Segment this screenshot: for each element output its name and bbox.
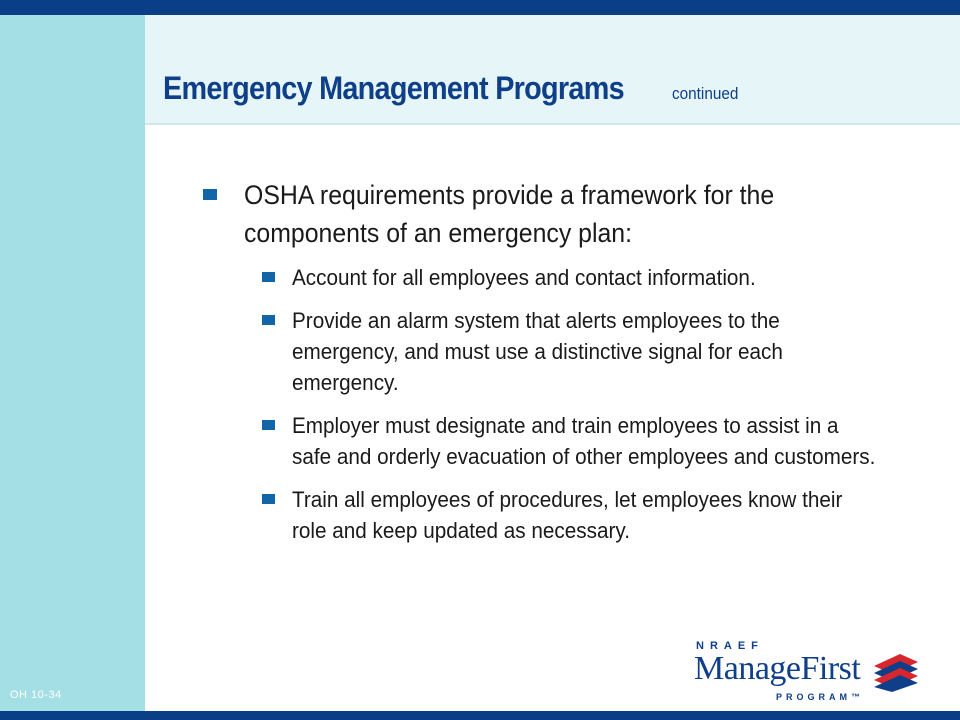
bottom-bar: [0, 711, 960, 720]
managefirst-logo: [692, 640, 922, 708]
title-main-text: Emergency Management Programs: [163, 70, 624, 106]
sub-bullet-text: Account for all employees and contact information.: [292, 265, 756, 290]
sub-bullet-item: [200, 305, 920, 398]
sub-bullet-text: Provide an alarm system that alerts employees to the emergency, and must use a distinctive signal for each emergency.: [292, 308, 783, 395]
square-bullet-icon: [262, 494, 275, 504]
bullet-list: [200, 176, 920, 558]
sub-bullet-item: [200, 484, 920, 546]
left-sidebar: [0, 15, 145, 711]
logo-bottom-text: PROGRAM™: [776, 692, 864, 702]
square-bullet-icon: [262, 315, 275, 325]
bullet-text: OSHA requirements provide a framework for the components of an emergency plan:: [244, 180, 775, 248]
logo-main-text: ManageFirst: [694, 650, 861, 687]
sub-bullet-item: [200, 262, 920, 293]
slide-title: [163, 70, 745, 107]
sub-bullet-text: Train all employees of procedures, let employees know their role and keep updated as necessary.: [292, 487, 843, 543]
logo-top-text: NRAEF: [696, 640, 764, 652]
sub-bullet-item: [200, 410, 920, 472]
square-bullet-icon: [262, 272, 275, 282]
square-bullet-icon: [262, 420, 275, 430]
sub-bullet-text: Employer must designate and train employees to assist in a safe and orderly evacuation of other employees and customers.: [292, 413, 876, 469]
top-bar: [0, 0, 960, 15]
title-divider: [145, 123, 960, 125]
slide-number: OH 10-34: [10, 689, 62, 701]
square-bullet-icon: [203, 189, 217, 200]
title-suffix: continued: [671, 84, 738, 103]
stacked-stripes-icon: [870, 652, 922, 692]
bullet-item: [200, 176, 920, 252]
